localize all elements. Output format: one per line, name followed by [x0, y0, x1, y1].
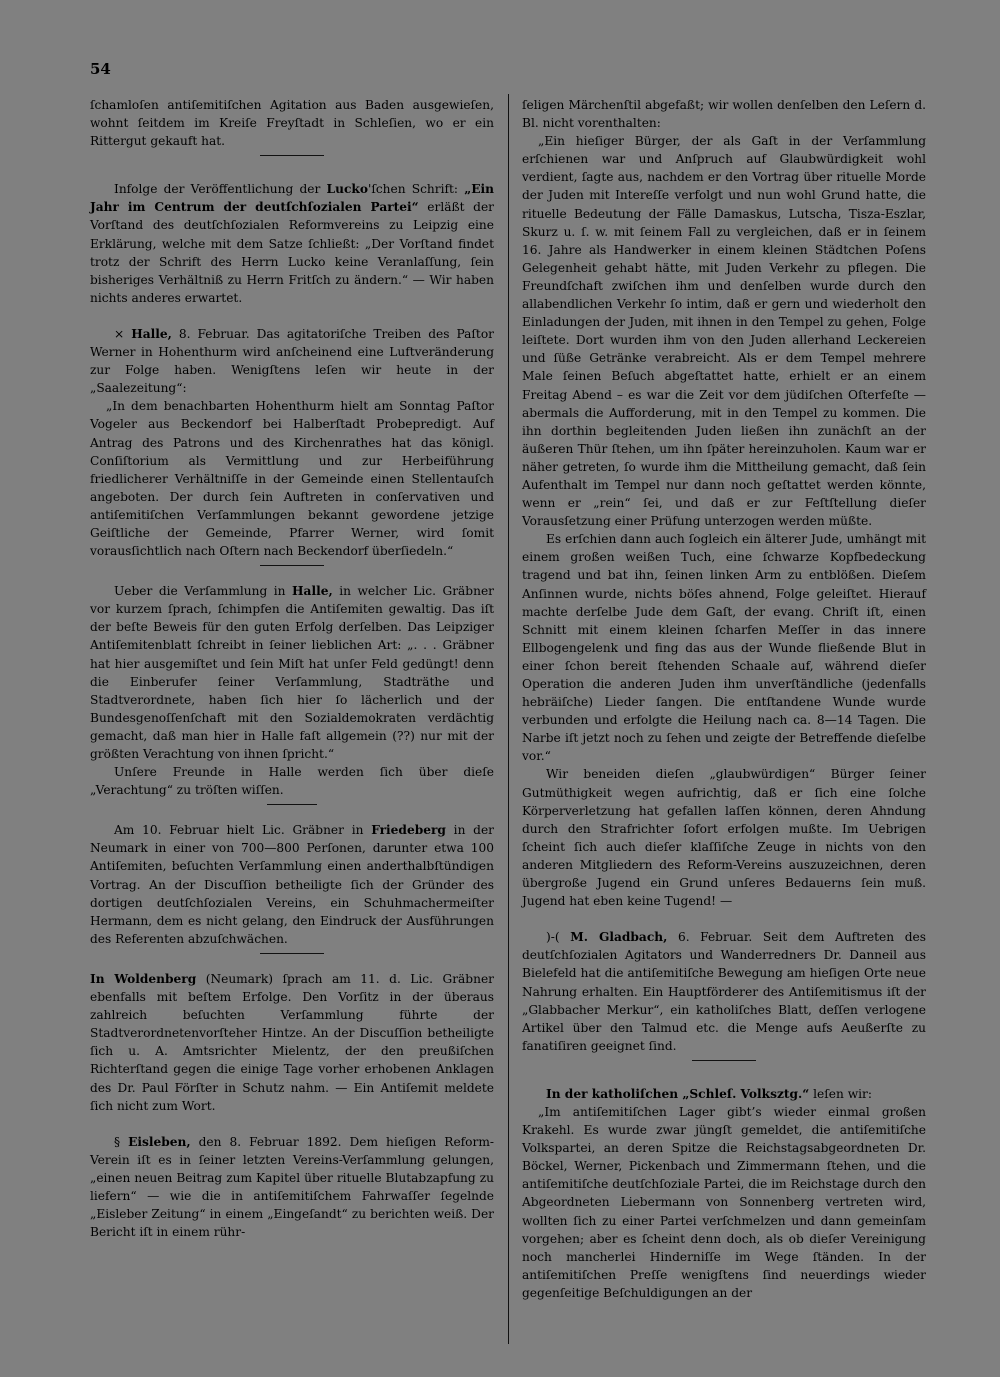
column-divider	[508, 94, 509, 1344]
article-paragraph: Infolge der Veröffentlichung der Lucko'ſchen Schrift: „Ein Jahr im Centrum der deutſchſozialen Partei“ erläßt der Vorſtand des deutſchſozialen Reformvereins zu Leipzig eine Erklärung, welche mit dem Satze ſchließt: „Der Vorſtand findet trotz der Schrift des Herrn Lucko keine Veranlaſſung, ſein bisheriges Verhältniß zu Herrn Fritſch zu ändern.“ — Wir haben nichts anderes erwartet.	[90, 182, 495, 305]
page-number: 54	[90, 60, 111, 78]
section-divider	[260, 155, 324, 156]
quoted-paragraph: „Im antiſemitiſchen Lager gibt’s wieder einmal großen Krakehl. Es wurde zwar jüngſt gemeldet, die antiſemitiſche Volkspartei, an deren Spitze die Reichstagsabgeordneten Dr. Böckel, Werner, Pickenbach und Zimmermann ſtehen, und die antiſemitiſche deutſchſoziale Partei, die im Reichstage durch den Abgeordneten Liebermann von Sonnenberg vertreten wird, wollten ſich zu einer Partei verſchmelzen und dann gemeinſam vorgehen; aber es ſcheint denn doch, als ob dieſer Vereinigung noch mancherlei Hinderniſſe im Wege ſtänden. In der antiſemitiſchen Preſſe wenigſtens ſind neuerdings wieder gegenſeitige Beſchuldigungen an der	[522, 1104, 926, 1300]
article-paragraph: Wir beneiden dieſen „glaubwürdigen“ Bürger ſeiner Gutmüthigkeit wegen aufrichtig, daß er ſich eine ſolche Körperverletzung hat gefallen laſſen können, deren Ahndung durch den Strafrichter ſofort erfolgen mußte. Im Uebrigen ſcheint ſich auch dieſer klaſſiſche Zeuge in nichts von den anderen Mitgliedern des Reform-Vereins auszuzeichnen, deren übergroße Jugend ein Grund unſeres Bedauerns ſein muß. Jugend hat eben keine Tugend! —	[522, 767, 926, 909]
emphasized-name: Lucko	[326, 182, 368, 197]
quoted-paragraph: „Ein hieſiger Bürger, der als Gaſt in der Verſammlung erſchienen war und Anſpruch auf Glaubwürdigkeit wohl verdient, ſagte aus, nachdem er den Vortrag über rituelle Morde der Juden mit Intereſſe verfolgt und nun wohl Grund hatte, die rituelle Bedeutung der Fälle Damaskus, Lutscha, Tisza-Eszlar, Skurz u. ſ. w. mit ſeinem Fall zu vergleichen, daß er in ſeinem 16. Jahre als Handwerker in einem kleinen Städtchen Poſens Gelegenheit gehabt hätte, mit Juden Verkehr zu pflegen. Die Freundſchaft zwiſchen ihm und denſelben wurde durch den allabendlichen Verkehr ſo intim, daß er gern und wiederholt den Einladungen der Juden, mit ihnen in den Tempel zu gehen, Folge leiſtete. Dort wurden ihm von den Juden allerhand Leckereien und ſüße Getränke verabreicht. Als er dem Tempel mehrere Male ſeinen Beſuch abgeſtattet hatte, erhielt er an einem Freitag Abend – es war die Zeit vor dem jüdiſchen Oſterfeſte — abermals die Aufforderung, mit in den Tempel zu kommen. Die ihn dorthin begleitenden Juden ließen ihn zunächſt an der äußeren Thür ſtehen, um ihn ſpäter hereinzuholen. Kaum war er näher getreten, ſo wurde ihm die Mittheilung gemacht, daß ſein Aufenthalt im Tempel nur dann noch geſtattet werden könnte, wenn er „rein“ ſei, und daß er zur Feſtſtellung dieſer Vorausſetzung einer Prüfung unterzogen werden müßte.	[522, 134, 926, 529]
article-paragraph: × Halle, 8. Februar. Das agitatoriſche Treiben des Paſtor Werner in Hohenthurm wird anſcheinend eine Luftveränderung zur Folge haben. Wenigſtens leſen wir heute in der „Saalezeitung“:	[90, 326, 494, 396]
dateline-place: In Woldenberg	[90, 971, 197, 986]
dateline-place: M. Gladbach,	[570, 930, 668, 945]
dateline-place: Halle,	[292, 584, 333, 599]
article-paragraph: ſchamloſen antiſemitiſchen Agitation aus Baden ausgewieſen, wohnt ſeitdem im Kreiſe Freyſtadt in Schleſien, wo er ein Rittergut gekauft hat.	[90, 98, 494, 149]
section-divider	[692, 1060, 756, 1061]
article-paragraph: ſeligen Märchenſtil abgefaßt; wir wollen denſelben den Leſern d. Bl. nicht vorenthalten:	[522, 98, 926, 131]
article-paragraph: Unſere Freunde in Halle werden ſich über dieſe „Verachtung“ zu tröſten wiſſen.	[90, 765, 494, 798]
newspaper-title: In der katholiſchen „Schleſ. Volksztg.“	[546, 1086, 810, 1101]
section-divider	[267, 804, 317, 805]
right-column	[522, 96, 926, 1302]
article-paragraph: In Woldenberg (Neumark) ſprach am 11. d. Lic. Gräbner ebenfalls mit beſtem Erfolge. Den Vorſitz in der überaus zahlreich beſuchten Verſammlung führte der Stadtverordnetenvorſteher Hintze. An der Discuſſion betheiligte ſich u. A. Amtsrichter Mielentz, der den preußiſchen Richterſtand gegen die einige Tage vorher erhobenen Anklagen des Dr. Paul Förſter in Schutz nahm. — Ein Antiſemit meldete ſich nicht zum Wort.	[90, 971, 494, 1113]
section-divider	[260, 565, 324, 566]
dateline-place: Eisleben,	[128, 1134, 191, 1149]
section-divider	[260, 953, 324, 954]
dateline-place: Halle,	[131, 326, 172, 341]
article-paragraph: )-( M. Gladbach, 6. Februar. Seit dem Auftreten des deutſchſozialen Agitators und Wanderredners Dr. Danneil aus Bielefeld hat die antiſemitiſche Bewegung am hieſigen Orte neue Nahrung erhalten. Ein Hauptförderer des Antiſemitismus iſt der „Glabbacher Merkur“, ein katholiſches Blatt, deſſen verlogene Artikel über den Talmud etc. die Menge aufs Aeußerſte zu fanatiſiren geeignet ſind.	[522, 930, 926, 1053]
left-column	[90, 96, 494, 1241]
article-paragraph: In der katholiſchen „Schleſ. Volksztg.“ leſen wir:	[546, 1086, 872, 1101]
quoted-paragraph: Es erſchien dann auch ſogleich ein älterer Jude, umhängt mit einem großen weißen Tuch, eine ſchwarze Kopfbedeckung tragend und bat ihn, ſeinen linken Arm zu entblößen. Dieſem Anſinnen wurde, nichts böſes ahnend, Folge geleiſtet. Hierauf machte derſelbe Jude dem Gaſt, der evang. Chriſt iſt, einen Schnitt mit einem kleinen ſcharfen Meſſer in das innere Ellbogengelenk und fing das aus der Wunde fließende Blut in einer ſchon bereit ſtehenden Schaale auf, während dieſer Operation die anderen Juden ihm unverſtändliche (jedenfalls hebräiſche) Lieder ſangen. Die entſtandene Wunde wurde verbunden und erfolgte die Heilung nach ca. 8—14 Tagen. Die Narbe iſt jetzt noch zu ſehen und zeigte der Betreffende dieſelbe vor.“	[522, 532, 926, 764]
book-title: „Ein Jahr im Centrum der deutſchſozialen Partei“	[90, 182, 495, 215]
article-paragraph: Am 10. Februar hielt Lic. Gräbner in Friedeberg in der Neumark in einer von 700—800 Perſonen, darunter etwa 100 Antiſemiten, beſuchten Verſammlung einen anderthalbſtündigen Vortrag. An der Discuſſion betheiligte ſich der Gründer des dortigen deutſchſozialen Vereins, ein Schuhmachermeiſter Hermann, dem es nicht gelang, den Eindruck der Ausführungen des Referenten abzuſchwächen.	[90, 823, 494, 946]
quoted-paragraph: „In dem benachbarten Hohenthurm hielt am Sonntag Paſtor Vogeler aus Beckendorf bei Halberſtadt Probepredigt. Auf Antrag des Patrons und des Kirchenrathes hat das königl. Conſiſtorium als Vermittlung und zur Herbeiführung friedlicherer Verhältniſſe in der Gemeinde einen Stellentauſch angeboten. Der durch ſein Auftreten in conſervativen und antiſemitiſchen Verſammlungen bekannt gewordene jetzige Geiſtliche der Gemeinde, Pfarrer Werner, wird ſomit vorausſichtlich nach Oſtern nach Beckendorf überſiedeln.“	[90, 399, 494, 559]
article-paragraph: Ueber die Verſammlung in Halle, in welcher Lic. Gräbner vor kurzem ſprach, ſchimpfen die Antiſemiten gewaltig. Das iſt der beſte Beweis für den guten Erfolg derſelben. Das Leipziger Antiſemitenblatt ſchreibt in ſeiner lieblichen Art: „. . . Gräbner hat hier ausgemiſtet und ſein Miſt hat unſer Feld gedüngt! denn die Einberufer ſeiner Verſammlung, Stadträthe und Stadtverordnete, haben ſich hier ſo lächerlich und der Bundesgenoſſenſchaft mit den Sozialdemokraten verdächtig gemacht, daß man hier in Halle faſt allgemein (??) nur mit der größten Verachtung von ihnen ſpricht.“	[90, 584, 494, 761]
dateline-place: Friedeberg	[371, 823, 446, 838]
article-paragraph: § Eisleben, den 8. Februar 1892. Dem hieſigen Reform-Verein iſt es in ſeiner letzten Vereins-Verſammlung gelungen, „einen neuen Beitrag zum Kapitel über rituelle Blutabzapfung zu liefern“ — wie die in antiſemitiſchem Fahrwaſſer ſegelnde „Eisleber Zeitung“ in einem „Eingeſandt“ zu berichten weiß. Der Bericht iſt in einem rühr-	[90, 1134, 495, 1240]
